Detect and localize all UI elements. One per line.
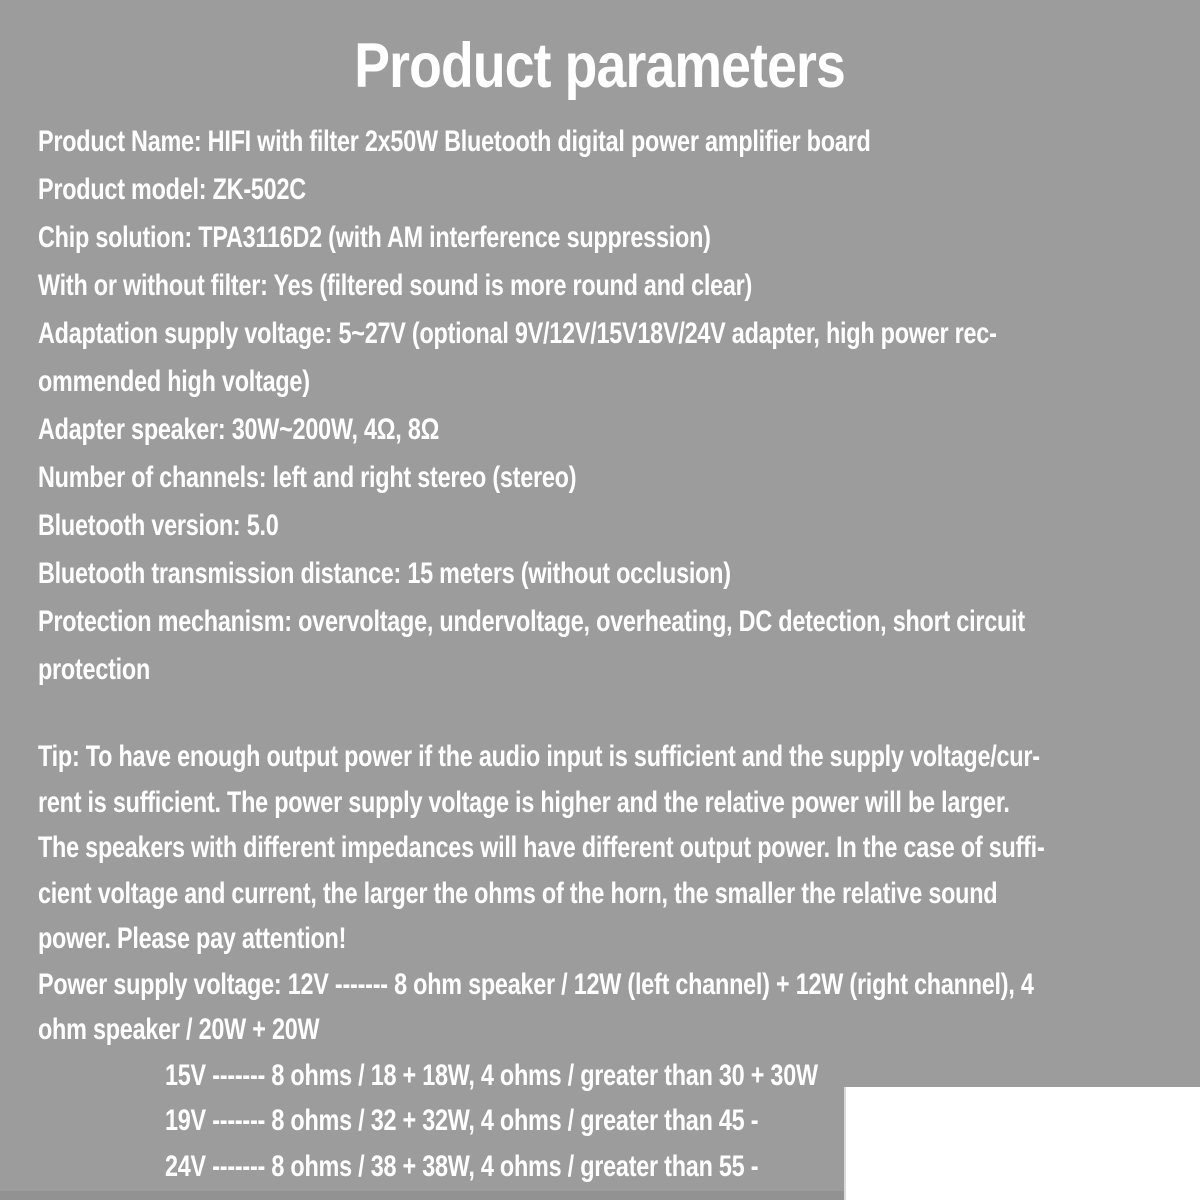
spec-line-chip-solution: Chip solution: TPA3116D2 (with AM interference suppression) [38,221,711,254]
spec-line-supply-voltage-cont: ommended high voltage) [38,365,310,398]
spec-line-product-model: Product model: ZK-502C [38,173,306,206]
tip-line-5: power. Please pay attention! [38,922,347,955]
content-area [38,118,1200,1189]
spec-line-protection: Protection mechanism: overvoltage, undervoltage, overheating, DC detection, short circuit [38,605,1025,638]
spec-line-filter: With or without filter: Yes (filtered sound is more round and clear) [38,269,753,302]
specs-block [38,118,1200,694]
spec-line-product-name: Product Name: HIFI with filter 2x50W Bluetooth digital power amplifier board [38,125,871,158]
power-level-19v-line: 19V ------- 8 ohms / 32 + 32W, 4 ohms / greater than 45 - [165,1104,759,1137]
spec-line-adapter-speaker: Adapter speaker: 30W~200W, 4Ω, 8Ω [38,413,440,446]
tip-line-2: rent is sufficient. The power supply voltage is higher and the relative power will be larger. [38,785,1010,819]
page-title-text: Product parameters [354,31,846,101]
tip-line-4: cient voltage and current, the larger the ohms of the horn, the smaller the relative sound [38,876,998,910]
tip-line-3: The speakers with different impedances will have different output power. In the case of suffi- [38,831,1045,864]
paragraph-gap [38,694,1200,734]
tip-line-1: Tip: To have enough output power if the audio input is sufficient and the supply voltage/cur- [38,740,1040,773]
spec-line-bluetooth-version: Bluetooth version: 5.0 [38,509,279,542]
bottom-edge-strip [0,1191,844,1200]
power-supply-12v-line: Power supply voltage: 12V ------- 8 ohm speaker / 12W (left channel) + 12W (right channel), 4 [38,967,1034,1001]
power-level-15v-line: 15V ------- 8 ohms / 18 + 18W, 4 ohms / greater than 30 + 30W [165,1058,818,1092]
spec-line-bluetooth-distance: Bluetooth transmission distance: 15 meters (without occlusion) [38,557,731,590]
corner-white-cutout [844,1087,1200,1200]
spec-line-channels: Number of channels: left and right stereo (stereo) [38,461,577,494]
spec-line-supply-voltage: Adaptation supply voltage: 5~27V (optional 9V/12V/15V18V/24V adapter, high power rec- [38,317,997,350]
spec-line-protection-cont: protection [38,653,151,686]
page-title [0,28,1200,104]
tip-block [38,734,1200,1053]
power-level-24v-line: 24V ------- 8 ohms / 38 + 38W, 4 ohms / greater than 55 - [165,1149,759,1183]
power-supply-12v-line-cont: ohm speaker / 20W + 20W [38,1013,320,1046]
